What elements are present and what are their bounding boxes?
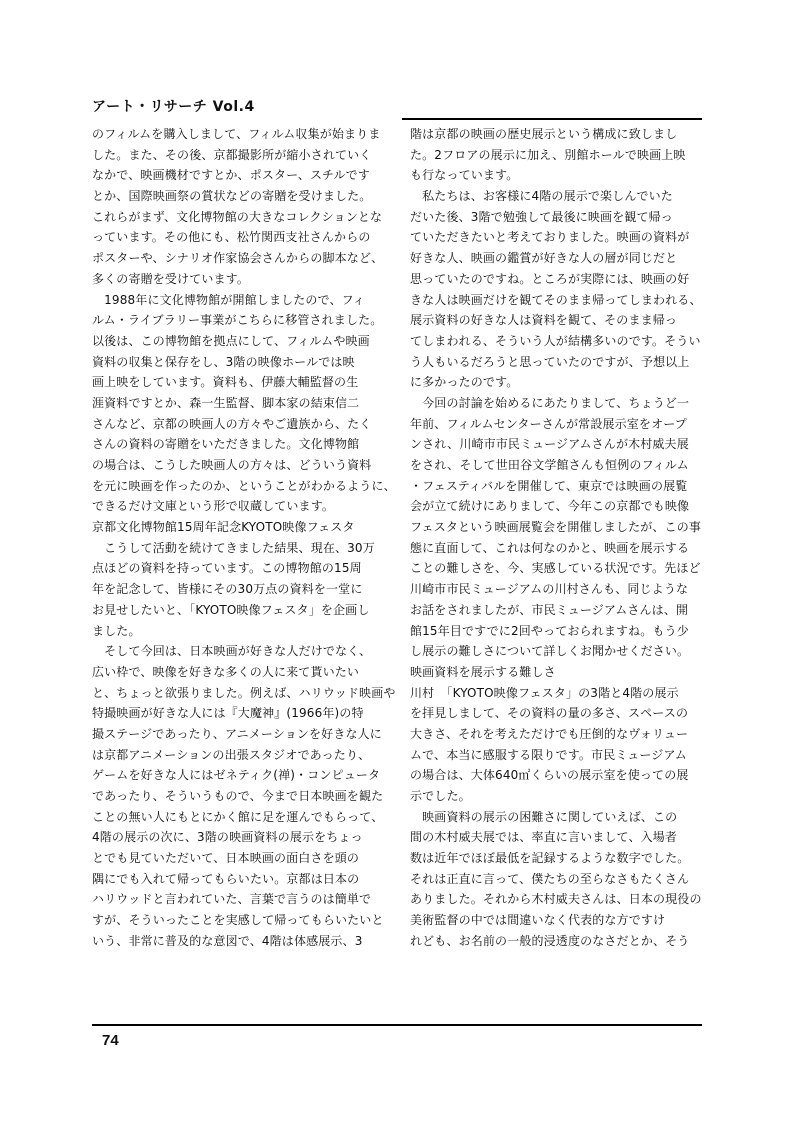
left-column	[92, 124, 396, 952]
text-line: 私たちは、お客様に4階の展示で楽しんでいた	[410, 189, 673, 204]
text-line: 以後は、この博物館を拠点にして、フィルムや映画	[92, 333, 370, 348]
text-line: 画上映をしています。資料も、伊藤大輔監督の生	[92, 375, 359, 390]
text-line: の場合は、大体640㎡くらいの展示室を使っての展	[410, 768, 689, 783]
text-line: 数は近年でほぼ最低を記録するような数字でした。	[410, 851, 690, 866]
text-line: さんの資料の寄贈をいただきました。文化博物館	[92, 437, 360, 452]
text-line: う人もいるだろうと思っていたのですが、予想以上	[410, 354, 690, 369]
text-line: 映画資料を展示する難しさ	[410, 664, 556, 679]
text-line: れども、お名前の一般的浸透度のなさだとか、そう	[410, 933, 690, 948]
text-line: 撮ステージであったり、アニメーションを好きな人に	[92, 726, 382, 741]
text-line: 1988年に文化博物館が開館しましたので、フィ	[92, 292, 365, 307]
text-line: を拝見しまして、その資料の量の多さ、スペースの	[410, 706, 689, 721]
text-line: とか、国際映画祭の賞状などの寄贈を受けました。	[92, 189, 372, 204]
text-line: 今回の討論を始めるにあたりまして、ちょうど一	[410, 395, 690, 410]
text-line: っています。その他にも、松竹関西支社さんからの	[92, 230, 371, 245]
text-line: 川村 「KYOTO映像フェスタ」の3階と4階の展示	[410, 685, 679, 700]
right-column	[410, 124, 704, 952]
text-line: 階は京都の映画の歴史展示という構成に致しまし	[410, 127, 678, 141]
text-line: 美術監督の中では間違いなく代表的な方ですけ	[410, 913, 666, 928]
text-line: さんなど、京都の映画人の方々やご遺族から、たく	[92, 416, 372, 431]
text-line: 資料の収集と保存をし、3階の映像ホールでは映	[92, 354, 355, 369]
text-line: ・フェスティバルを開催して、東京では映画の展覧	[410, 478, 688, 493]
text-line: ことの難しさを、今、実感している状況です。先ほど	[410, 561, 701, 576]
text-line: 間の木村威夫展では、率直に言いまして、入場者	[410, 830, 678, 845]
text-line: 多くの寄贈を受けています。	[92, 271, 249, 286]
text-line: 年前、フィルムセンターさんが常設展示室をオープ	[410, 416, 687, 431]
text-line: ルム・ライブラリー事業がこちらに移管されました。	[92, 313, 383, 328]
text-line: 思っていたのですね。ところが実際には、映画の好	[410, 271, 690, 286]
text-line: きな人は映画だけを観てそのまま帰ってしまわれる、	[410, 292, 702, 307]
text-line: ありました。それから木村威夫さんは、日本の現役の	[410, 892, 702, 907]
text-line: お見せしたいと、「KYOTO映像フェスタ」を企画し	[92, 602, 370, 617]
running-header: アート・リサーチ Vol.4	[92, 99, 255, 115]
text-line: 映画資料の展示の困難さに関していえば、この	[410, 809, 678, 824]
text-line: 館15年目ですでに2回やっておられますね。もう少	[410, 623, 689, 638]
text-line: 京都文化博物館15周年記念KYOTO映像フェスタ	[92, 520, 355, 535]
text-line: し展示の難しさについて詳しくお聞かせください。	[410, 644, 690, 659]
text-line: ゲームを好きな人にはゼネティク(禅)・コンピュータ	[92, 768, 381, 783]
text-line: フェスタという映画展覧会を開催しましたが、この事	[410, 520, 702, 535]
text-line: とでも見ていただいて、日本映画の面白さを頭の	[92, 851, 360, 866]
text-line: そして今回は、日本映画が好きな人だけでなく、	[92, 644, 372, 659]
text-line: 点ほどの資料を持っています。この博物館の15周	[92, 561, 362, 576]
text-line: 大きさ、それを考えただけでも圧倒的なヴォリュー	[410, 726, 689, 741]
text-line: 示でした。	[410, 789, 471, 803]
text-line: できるだけ文庫という形で収蔵しています。	[92, 499, 335, 514]
text-line: お話をされましたが、市民ミュージアムさんは、開	[410, 602, 689, 617]
text-line: だいた後、3階で勉強して最後に映画を観て帰っ	[410, 209, 673, 224]
text-line: に多かったのです。	[410, 375, 519, 390]
text-line: をされ、そして世田谷文学館さんも恒例のフィルム	[410, 458, 689, 472]
text-line: は京都アニメーションの出張スタジオであったり、	[92, 747, 371, 762]
text-line: 4階の展示の次に、3階の映画資料の展示をちょっ	[92, 830, 363, 845]
text-line: 会が立て続けにありまして、今年この京都でも映像	[410, 499, 690, 514]
text-line: ていただきたいと考えておりました。映画の資料が	[410, 230, 690, 245]
text-line: すが、そういったことを実感して帰ってもらいたいと	[92, 913, 384, 928]
text-line: た。2フロアの展示に加え、別館ホールで映画上映	[410, 147, 686, 162]
text-line: ハリウッドと言われていた、言葉で言うのは簡単で	[92, 892, 372, 907]
text-line: いう、非常に普及的な意図で、4階は体感展示、3	[92, 933, 363, 948]
text-line: 展示資料の好きな人は資料を観て、そのまま帰っ	[410, 313, 678, 328]
text-line: ました。	[92, 623, 141, 638]
text-line: 涯資料ですとか、森一生監督、脚本家の結束信二	[92, 395, 360, 410]
page-number: 74	[102, 1032, 119, 1049]
text-line: てしまわれる、そういう人が結構多いのです。そうい	[410, 333, 701, 348]
text-line: こうして活動を続けてきました結果、現在、30万	[92, 540, 375, 555]
text-line: 年を記念して、皆様にその30万点の資料を一堂に	[92, 582, 363, 597]
text-line: 特撮映画が好きな人には『大魔神』(1966年)の特	[92, 706, 364, 721]
text-line: 隅にでも入れて帰ってもらいたい。京都は日本の	[92, 871, 360, 886]
text-line: と、ちょっと欲張りました。例えば、ハリウッド映画や	[92, 685, 396, 700]
text-line: した。また、その後、京都撮影所が縮小されていく	[92, 147, 372, 162]
text-line: であったり、そういうもので、今まで日本映画を観た	[92, 789, 384, 803]
text-line: これらがまず、文化博物館の大きなコレクションとな	[92, 209, 383, 224]
footer-rule	[92, 1024, 702, 1026]
text-line: なかで、映画機材ですとか、ポスター、スチルです	[92, 168, 370, 183]
text-line: ことの無い人にもとにかく館に足を運んでもらって、	[92, 809, 384, 824]
text-line: のフィルムを購入しまして、フィルム収集が始まりま	[92, 127, 381, 141]
text-line: ポスターや、シナリオ作家協会さんからの脚本など、	[92, 251, 384, 266]
text-line: 好きな人、映画の鑑賞が好きな人の層が同じだと	[410, 251, 678, 266]
text-line: 広い枠で、映像を好きな多くの人に来て貰いたい	[92, 664, 360, 679]
text-line: 態に直面して、これは何なのかと、映画を展示する	[410, 540, 690, 555]
text-line: を元に映画を作ったのか、ということがわかるように、	[92, 478, 396, 493]
text-line: 川崎市市民ミュージアムの川村さんも、同じような	[410, 582, 689, 597]
text-line: ンされ、川崎市市民ミュージアムさんが木村威夫展	[410, 437, 689, 452]
text-line: の場合は、こうした映画人の方々は、どういう資料	[92, 458, 372, 472]
header-rule	[402, 118, 702, 120]
text-line: ムで、本当に感服する限りです。市民ミュージアム	[410, 747, 687, 762]
text-line: も行なっています。	[410, 168, 519, 183]
text-line: それは正直に言って、僕たちの至らなさもたくさん	[410, 871, 690, 886]
